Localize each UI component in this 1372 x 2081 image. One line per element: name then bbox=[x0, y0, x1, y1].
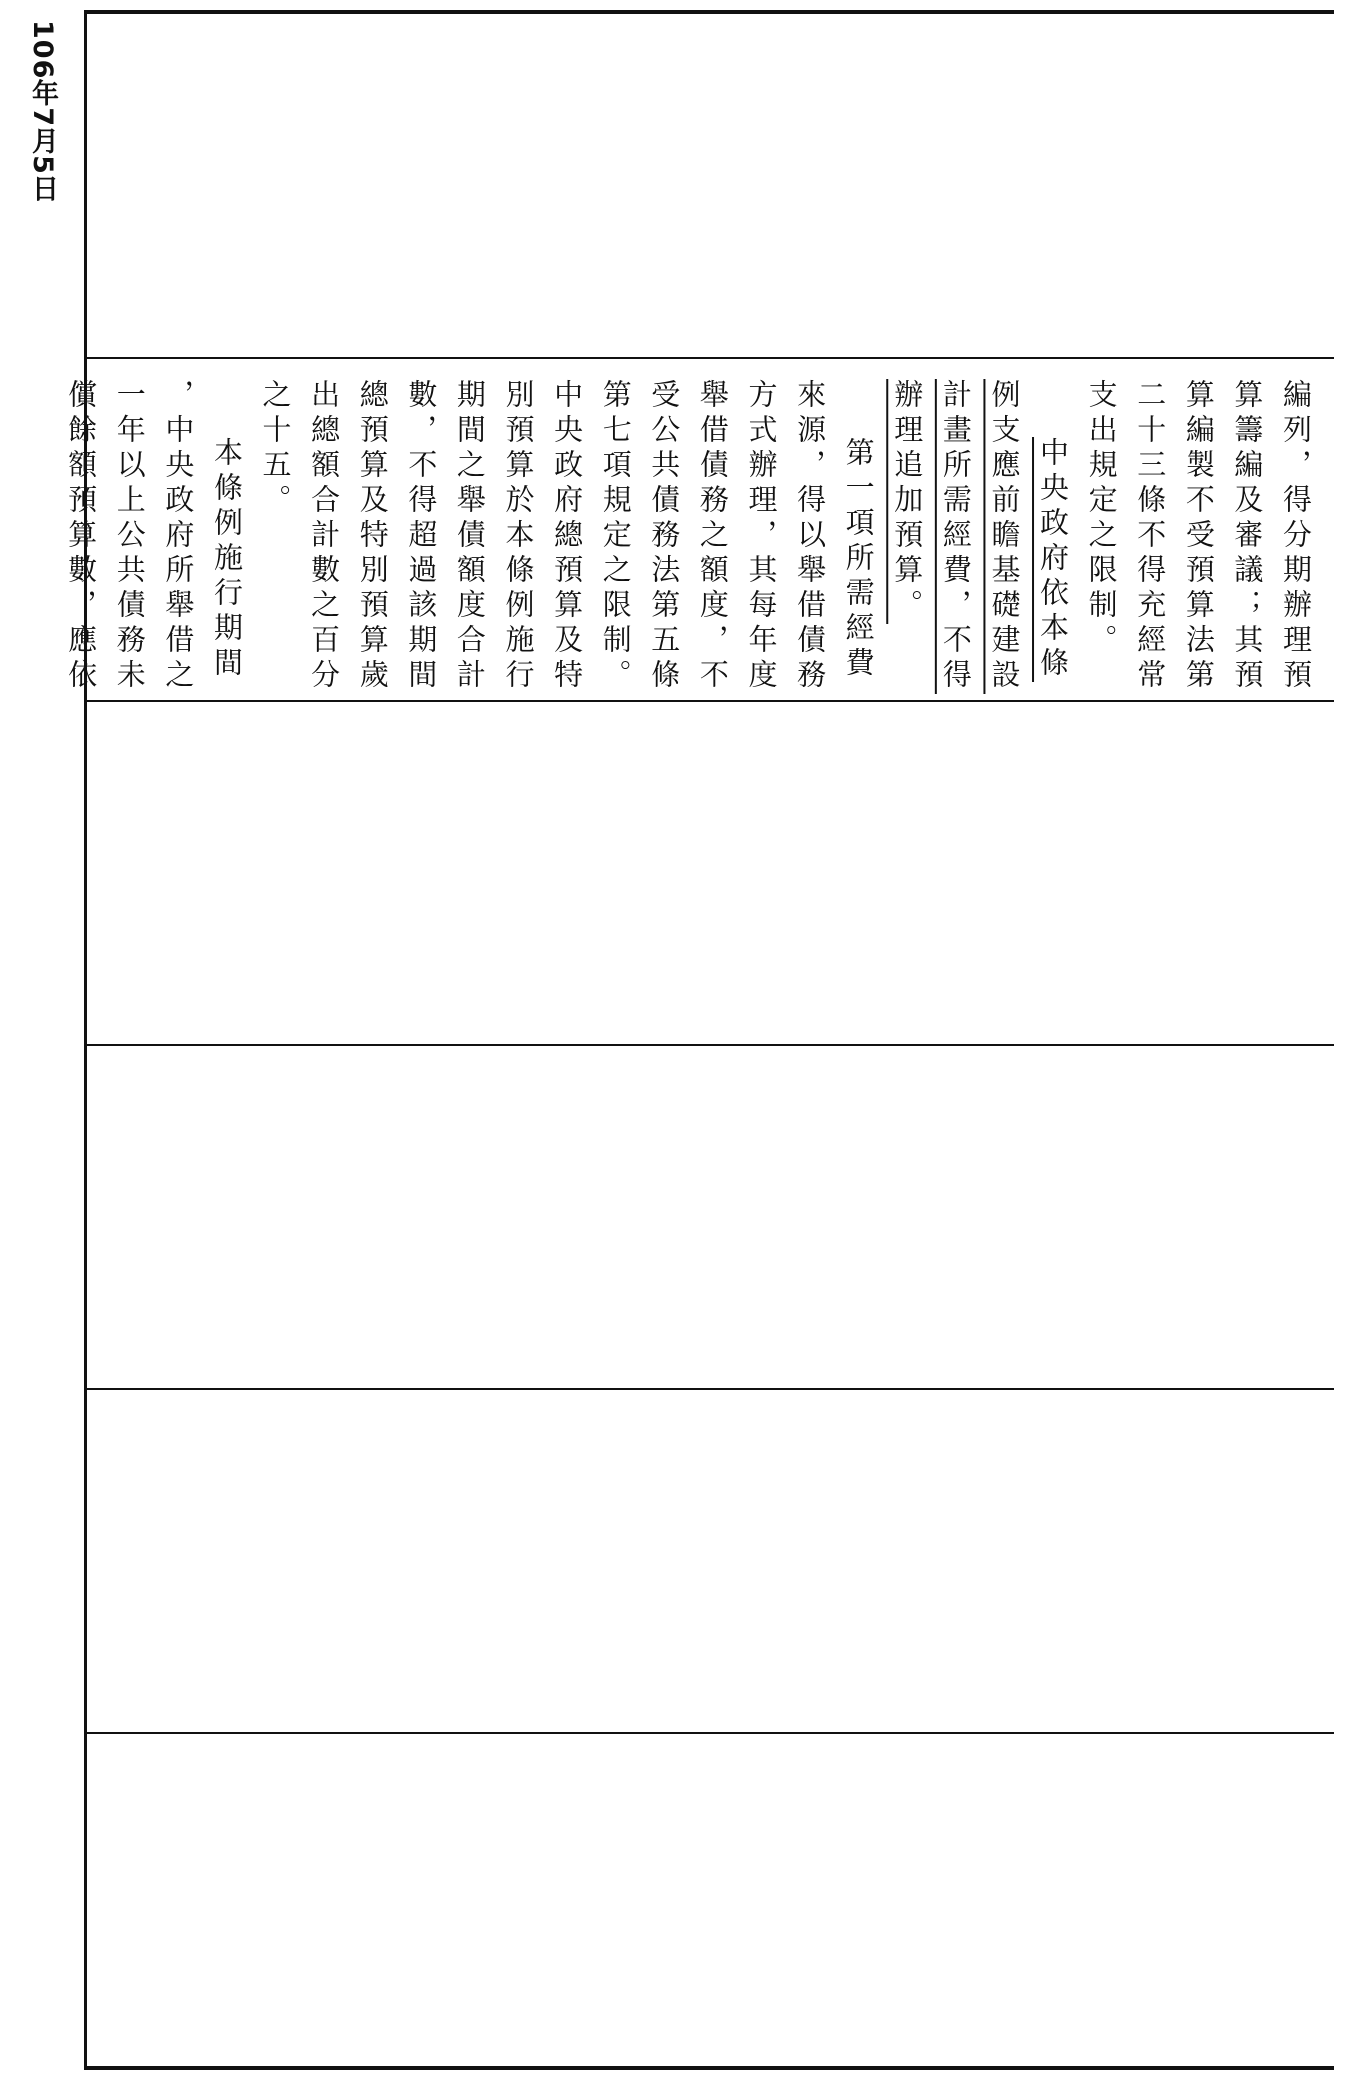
text-column: 二十三條不得充經常 bbox=[1133, 379, 1168, 694]
text-column: 償餘額預算數，應依 bbox=[64, 379, 99, 694]
text-column: 算編製不受預算法第 bbox=[1181, 379, 1216, 694]
text-column: 期間之舉債額度合計 bbox=[452, 379, 487, 694]
text-column-amendment bbox=[1028, 379, 1077, 699]
text-column: 一年以上公共債務未 bbox=[112, 379, 147, 694]
text-column: 方式辦理，其每年度 bbox=[744, 379, 779, 694]
underlined-text: 中央政府依本條 bbox=[1036, 437, 1071, 682]
text-column: 受公共債務法第五條 bbox=[647, 379, 682, 694]
text-column: 來源，得以舉借債務 bbox=[793, 379, 828, 694]
text-column: 數，不得超過該期間 bbox=[404, 379, 439, 694]
text-column: 算籌編及審議；其預 bbox=[1230, 379, 1265, 694]
page-date-label: 106年7月5日 bbox=[27, 20, 58, 203]
text-column: 第一項所需經費 bbox=[841, 437, 876, 682]
text-column-amendment bbox=[980, 379, 1029, 699]
text-column: 支出規定之限制。 bbox=[1084, 379, 1119, 659]
text-column: 中央政府總預算及特 bbox=[550, 379, 585, 694]
vertical-text-block bbox=[57, 379, 1320, 699]
table-row-4 bbox=[87, 1046, 1334, 1388]
underlined-text: 例支應前瞻基礎建設 bbox=[987, 379, 1022, 694]
text-column: 總預算及特別預算歲 bbox=[355, 379, 390, 694]
table-row-2 bbox=[64, 359, 1334, 700]
text-column: 編列，得分期辦理預 bbox=[1279, 379, 1313, 694]
underlined-text: 計畫所需經費，不得 bbox=[938, 379, 973, 694]
text-column: 之十五。 bbox=[258, 379, 293, 519]
text-column-amendment bbox=[931, 379, 980, 699]
document-table bbox=[64, 10, 1334, 2070]
text-column: ，中央政府所舉借之 bbox=[161, 379, 196, 694]
table-row-5 bbox=[87, 1390, 1334, 1732]
underlined-text: 辦理追加預算。 bbox=[890, 379, 925, 624]
text-column-amendment bbox=[883, 379, 932, 699]
table-row-6 bbox=[87, 1734, 1334, 2066]
text-column: 別預算於本條例施行 bbox=[501, 379, 536, 694]
text-column: 第七項規定之限制。 bbox=[598, 379, 633, 694]
table-row-3 bbox=[87, 702, 1334, 1044]
text-column: 本條例施行期間 bbox=[209, 437, 244, 682]
table-row-1 bbox=[87, 14, 1334, 357]
text-column: 舉借債務之額度，不 bbox=[695, 379, 730, 694]
text-column: 出總額合計數之百分 bbox=[307, 379, 342, 694]
